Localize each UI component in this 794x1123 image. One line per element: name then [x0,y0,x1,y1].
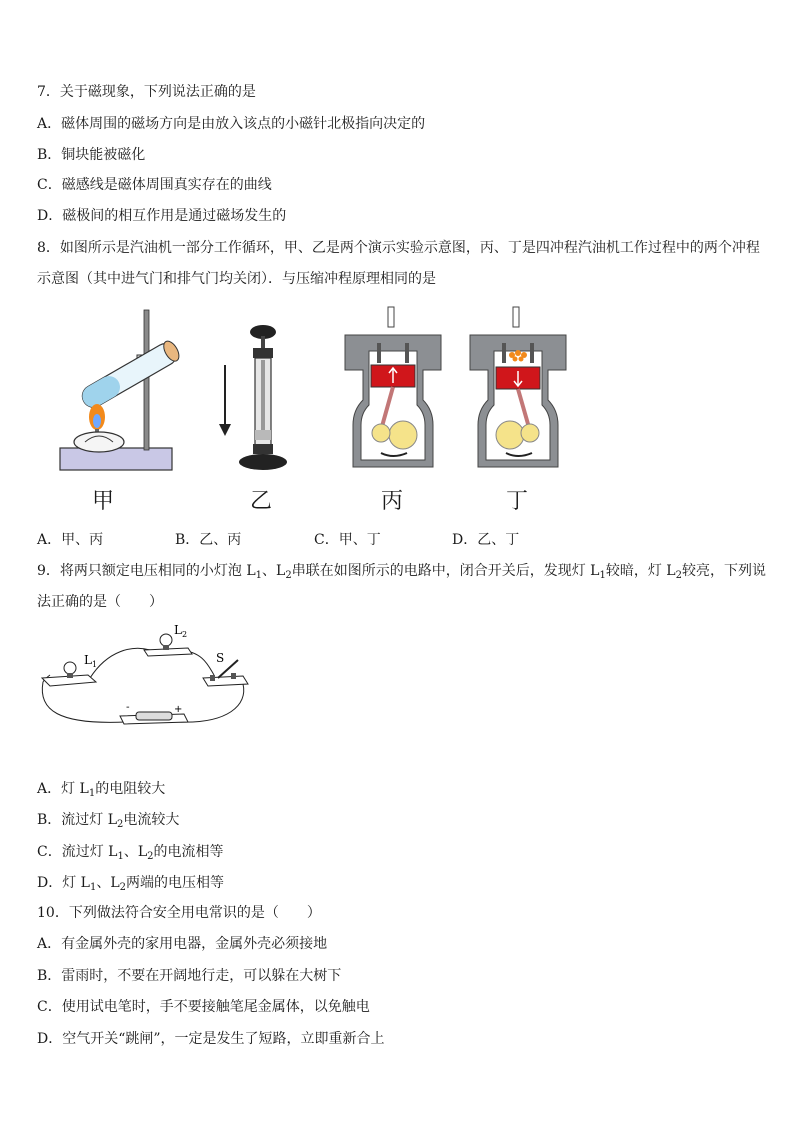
circuit-label-minus: - [126,702,130,713]
q9-option-c: C．流过灯 $L_1$、$L_2$的电流相等 [37,844,224,862]
figure-yi-fire-syringe [215,320,295,475]
q10-option-b: B．雷雨时，不要在开阔地行走，可以躲在大树下 [37,968,342,984]
circuit-label-l2: $L_2$ [174,623,188,639]
q10-option-a: A．有金属外壳的家用电器，金属外壳必须接地 [37,936,328,952]
q7-option-d: D．磁极间的相互作用是通过磁场发生的 [37,208,287,224]
q8-option-d: D．乙、丁 [452,532,520,548]
q9-option-d: D．灯 $L_1$、$L_2$两端的电压相等 [37,875,225,893]
q7-option-a: A．磁体周围的磁场方向是由放入该点的小磁针北极指向决定的 [37,116,426,132]
q9-option-a: A．灯 $L_1$的电阻较大 [37,781,166,799]
q7-option-b: B．铜块能被磁化 [37,147,146,163]
figure-ding-engine-stroke [468,305,568,475]
q7-option-c: C．磁感线是磁体周围真实存在的曲线 [37,177,272,193]
q8-option-b: B．乙、丙 [175,532,242,548]
circuit-label-l1: $L_1$ [84,653,98,669]
q9-stem-line2: 法正确的是（ ） [37,594,163,610]
circuit-label-s: S [216,651,225,665]
q9-stem-line1: 9．将两只额定电压相同的小灯泡 $L_1$、$L_2$串联在如图所示的电路中，闭合开关后，发现灯 $L_1$较暗，灯 $L_2$较亮，下列说 [37,563,766,581]
q10-option-d: D．空气开关“跳闸”，一定是发生了短路，立即重新合上 [37,1031,385,1047]
figure-jia-test-tube [52,305,187,475]
q10-stem: 10．下列做法符合安全用电常识的是（ ） [37,905,321,921]
figure-bing-engine-stroke [343,305,443,475]
figure-label-bing: 丙 [381,489,404,514]
circuit-label-plus: + [174,704,183,715]
q7-stem: 7．关于磁现象，下列说法正确的是 [37,84,256,100]
q9-option-b: B．流过灯 $L_2$电流较大 [37,812,180,830]
q8-option-a: A．甲、丙 [37,532,104,548]
figure-circuit [38,620,253,735]
q8-options [37,529,737,549]
figure-label-yi: 乙 [250,489,273,514]
q8-stem-line2: 示意图（其中进气门和排气门均关闭）．与压缩冲程原理相同的是 [37,271,436,287]
figure-label-jia: 甲 [92,489,115,514]
q8-stem-line1: 8．如图所示是汽油机一部分工作循环，甲、乙是两个演示实验示意图，丙、丁是四冲程汽油机工作过程中的两个冲程 [37,240,760,256]
q10-option-c: C．使用试电笔时，手不要接触笔尾金属体，以免触电 [37,999,370,1015]
q8-option-c: C．甲、丁 [314,532,381,548]
figure-label-ding: 丁 [506,489,529,514]
